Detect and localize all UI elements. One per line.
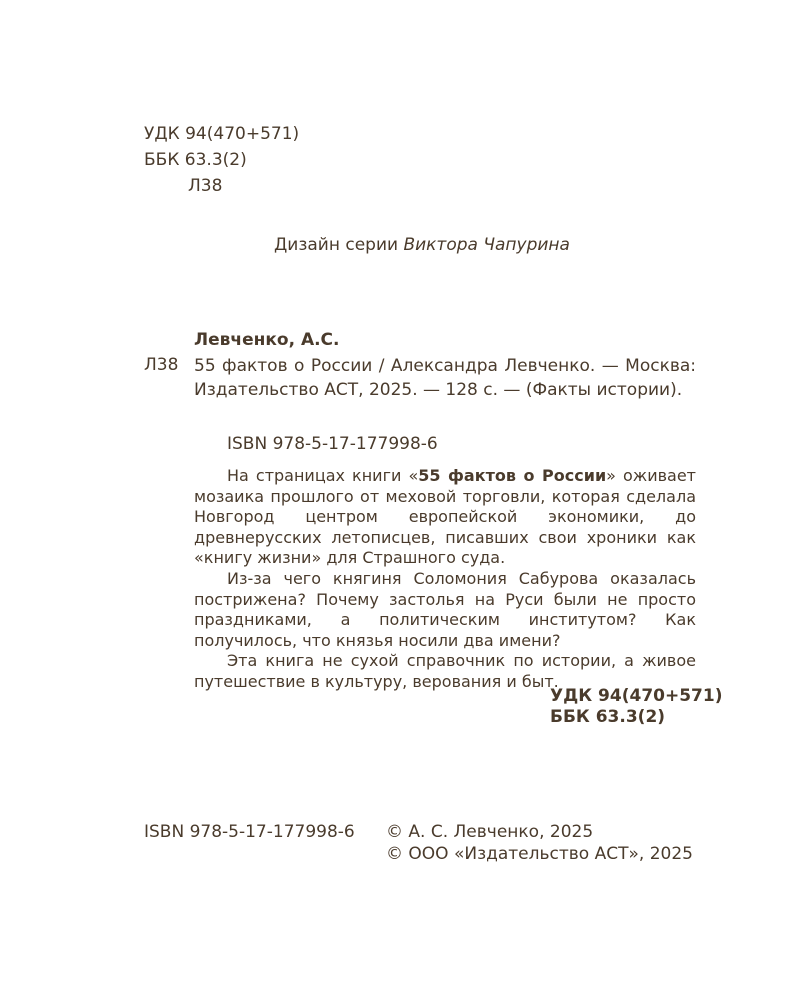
annotation bbox=[194, 466, 696, 693]
annotation-p1-after: » оживает мозаика прошлого от меховой торговли, которая сделала Новгород центром европейской экономики, до древнерусских летописцев, писавших свои хроники как «книгу жизни» для Страшного суда. bbox=[194, 466, 697, 568]
author-sign: Л38 bbox=[188, 176, 223, 196]
catalog-isbn: ISBN 978-5-17-177998-6 bbox=[227, 434, 438, 454]
udk-code-bottom: УДК 94(470+571) bbox=[550, 686, 723, 706]
series-design-credit bbox=[274, 235, 570, 256]
footer-isbn: ISBN 978-5-17-177998-6 bbox=[144, 822, 355, 842]
annotation-paragraph-2: Из-за чего княгиня Соломония Сабурова оказалась пострижена? Почему застолья на Руси были не просто праздниками, а политическим институтом? Как получилось, что князья носили два имени? bbox=[194, 568, 696, 650]
book-title: 55 фактов о России bbox=[418, 466, 607, 485]
bbk-code-bottom: ББК 63.3(2) bbox=[550, 707, 666, 727]
annotation-paragraph-3: Эта книга не сухой справочник по истории, а живое путешествие в культуру, верования и быт. bbox=[194, 651, 696, 691]
series-designer-name: Виктора Чапурина bbox=[403, 235, 570, 255]
annotation-p1-before: На страницах книги « bbox=[227, 466, 419, 485]
author-heading: Левченко, А.С. bbox=[194, 330, 340, 350]
bibliographic-description: 55 фактов о России / Александра Левченко. — Москва: Издательство АСТ, 2025. — 128 с. — (Факты истории). bbox=[194, 356, 696, 400]
copyright-author: © А. С. Левченко, 2025 bbox=[386, 822, 594, 842]
catalog-sign: Л38 bbox=[144, 355, 179, 375]
udk-code: УДК 94(470+571) bbox=[144, 124, 300, 144]
copyright-publisher: © ООО «Издательство АСТ», 2025 bbox=[386, 844, 693, 864]
bbk-code: ББК 63.3(2) bbox=[144, 150, 247, 170]
series-design-prefix: Дизайн серии bbox=[274, 235, 399, 255]
annotation-paragraph-1 bbox=[194, 466, 696, 569]
